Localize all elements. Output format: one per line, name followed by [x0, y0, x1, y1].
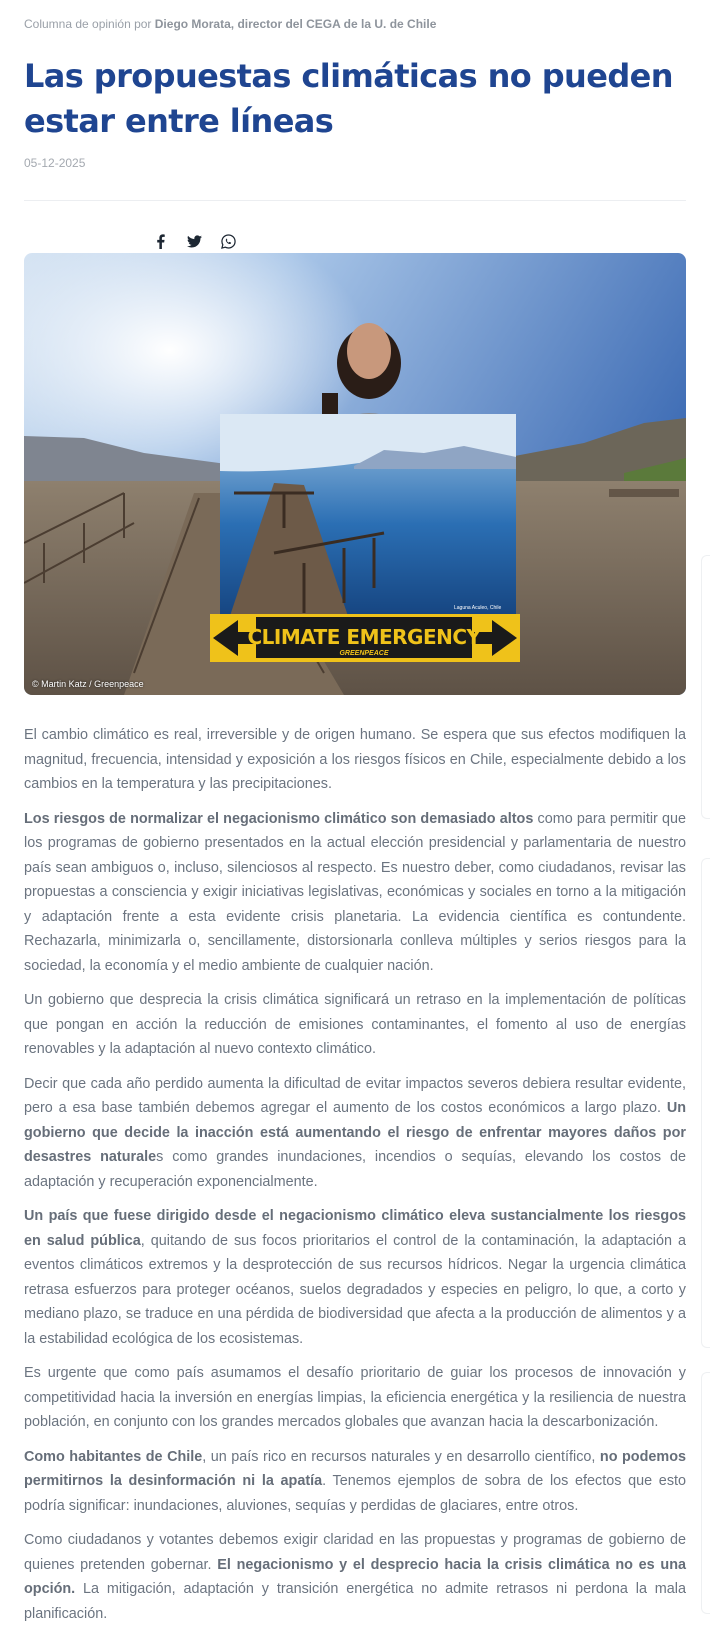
- paragraph-8: Como ciudadanos y votantes debemos exigir claridad en las propuestas y programas de gobierno de quienes pretenden gobernar. El negacionismo y el desprecio hacia la crisis climática no es una opción. La mitigación, adaptación y transición energética no admite retrasos ni perdona la mala planificación.: [24, 1532, 687, 1622]
- twitter-icon[interactable]: [184, 232, 204, 250]
- paragraph-7: Como habitantes de Chile, un país rico en recursos naturales y en desarrollo científico, no podemos permitirnos la desinformación ni la apatía. Tenemos ejemplos de sobra de los efectos que esto podría significar: inundaciones, aluviones, sequías y perdidas de glaciares, entre otros.: [24, 1448, 687, 1514]
- byline-author[interactable]: Diego Morata, director del CEGA de la U. de Chile: [154, 17, 437, 31]
- facebook-icon[interactable]: [150, 232, 170, 250]
- paragraph-6: Es urgente que como país asumamos el desafío prioritario de guiar los procesos de innovación y competitividad hacia la inversión en energías limpias, la eficiencia energética y la resiliencia de nuestra población, en conjunto con los grandes mercados globales que avanzan hacia la descarbonización.: [24, 1365, 686, 1430]
- sign-text: CLIMATE EMERGENCY: [247, 625, 481, 649]
- byline: [24, 16, 436, 32]
- hero-photo-illustration: [24, 253, 686, 695]
- side-panel-edge: [701, 1372, 710, 1614]
- article-body: [24, 723, 686, 1636]
- sign-brand: GREENPEACE: [339, 650, 389, 657]
- side-panel-edge: [701, 555, 710, 819]
- side-panel-edge: [701, 858, 710, 1348]
- page-title: Las propuestas climáticas no pueden estar entre líneas: [24, 57, 673, 140]
- photo-caption: Laguna Aculeo, Chile: [454, 605, 502, 611]
- paragraph-5: Un país que fuese dirigido desde el negacionismo climático eleva sustancialmente los riesgos en salud pública, quitando de sus focos prioritarios el control de la contaminación, la adaptación a eventos climáticos extremos y la desprotección de sus recursos hídricos. Negar la urgencia climática retrasa esfuerzos para proteger océanos, suelos degradados y especies en peligro, lo que, a corto y mediano plazo, se traduce en una pérdida de biodiversidad que afecta a la producción de alimentos y a la estabilidad ecológica de los ecosistemas.: [24, 1208, 686, 1347]
- paragraph-2: Los riesgos de normalizar el negacionismo climático son demasiado altos como para permitir que los programas de gobierno presentados en la actual elección presidencial y parlamentaria de nuestro país sean ambiguos o, incluso, silenciosos al respecto. Es nuestro deber, como ciudadanos, revisar las propuestas a consciencia y exigir iniciativas legislativas, económicas y sociales en torno a la mitigación y adaptación frente a esta evidente crisis planetaria. La evidencia científica es contundente. Rechazarla, minimizarla o, sencillamente, distorsionarla conlleva múltiples y serios riesgos para la sociedad, la economía y el medio ambiente de cualquier nación.: [24, 810, 686, 974]
- publish-date: 05-12-2025: [24, 156, 86, 170]
- divider: [24, 200, 686, 201]
- whatsapp-icon[interactable]: [218, 232, 238, 250]
- paragraph-4: Decir que cada año perdido aumenta la dificultad de evitar impactos severos debiera resultar evidente, pero a esa base también debemos agregar el aumento de los costos económicos a largo plazo. Un gobierno que decide la inacción está aumentando el riesgo de enfrentar mayores daños por desastres naturales como grandes inundaciones, incendios o sequías, elevando los costos de adaptación y recuperación exponencialmente.: [24, 1075, 686, 1190]
- image-credit: © Martin Katz / Greenpeace: [32, 679, 144, 689]
- byline-prefix: Columna de opinión por: [24, 17, 155, 31]
- share-bar: [150, 232, 238, 250]
- paragraph-1: El cambio climático es real, irreversible y de origen humano. Se espera que sus efectos modifiquen la magnitud, frecuencia, intensidad y exposición a los riesgos físicos en Chile, especialmente debido a los cambios en la temperatura y las precipitaciones.: [24, 727, 686, 792]
- paragraph-3: Un gobierno que desprecia la crisis climática significará un retraso en la implementación de políticas que pongan en acción la reducción de emisiones contaminantes, el fomento al uso de energías renovables y la adaptación al nuevo contexto climático.: [24, 992, 686, 1057]
- hero-image: [24, 253, 686, 695]
